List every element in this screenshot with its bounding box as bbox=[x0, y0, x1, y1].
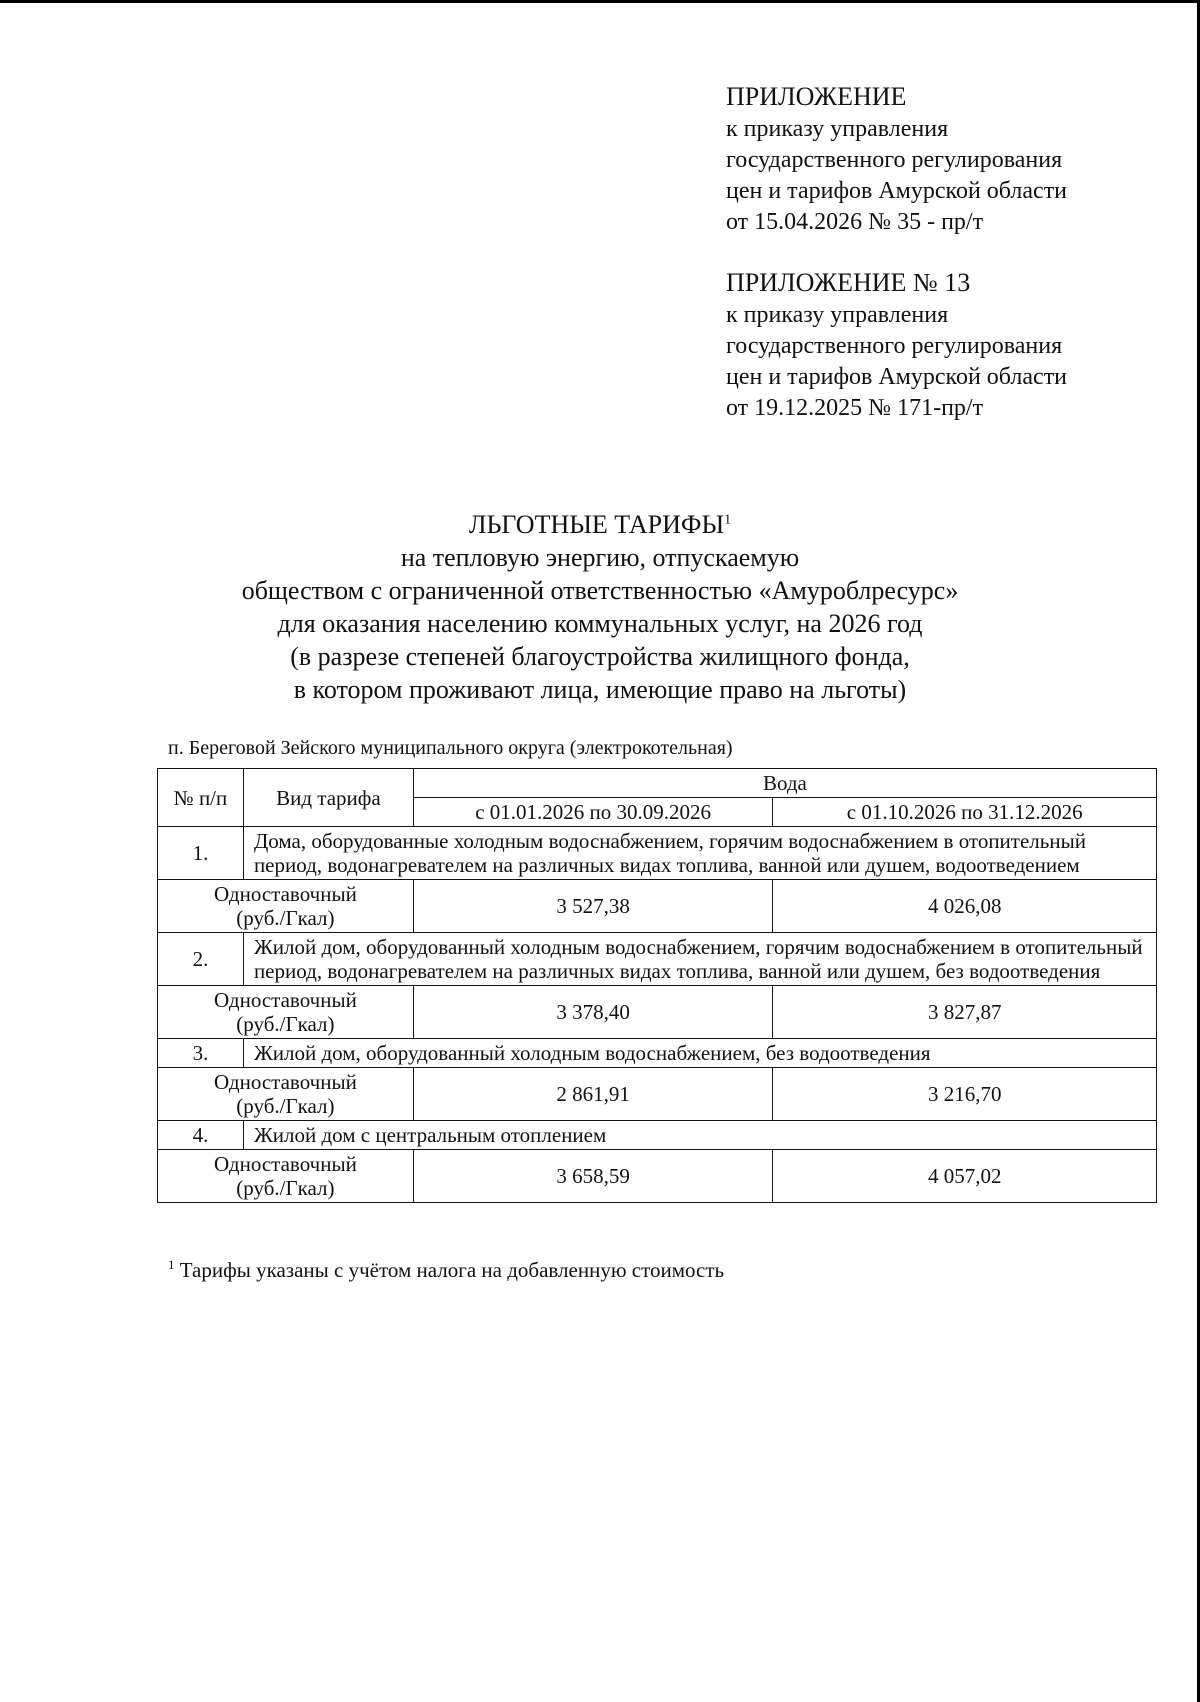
annex-line: государственного регулирования bbox=[726, 333, 1063, 359]
title-line: (в разрезе степеней благоустройства жилищного фонда, bbox=[290, 642, 910, 671]
row-num: 4. bbox=[158, 1121, 244, 1150]
tariff-unit-label: (руб./Гкал) bbox=[236, 906, 335, 930]
annex-line: к приказу управления bbox=[726, 302, 949, 328]
header-num: № п/п bbox=[158, 769, 244, 827]
header-group-water: Вода bbox=[413, 769, 1156, 798]
tariff-type-cell bbox=[158, 1068, 414, 1121]
row-description: Жилой дом, оборудованный холодным водоснабжением, горячим водоснабжением в отопительный период, водонагревателем на различных видах топлива, ванной или душем, без водоотведения bbox=[243, 933, 1156, 986]
table-row-values bbox=[158, 880, 1157, 933]
annex-block-current-order bbox=[726, 80, 1186, 238]
title-line: на тепловую энергию, отпускаемую bbox=[400, 543, 800, 572]
header-period-1: с 01.01.2026 по 30.09.2026 bbox=[413, 798, 773, 827]
value-period-1: 2 861,91 bbox=[413, 1068, 773, 1121]
annex-line: цен и тарифов Амурской области bbox=[726, 364, 1068, 390]
row-num: 3. bbox=[158, 1039, 244, 1068]
tariff-type-cell bbox=[158, 880, 414, 933]
title-main bbox=[150, 508, 1050, 541]
value-period-2: 3 216,70 bbox=[773, 1068, 1157, 1121]
value-period-2: 3 827,87 bbox=[773, 986, 1157, 1039]
table-row-category bbox=[158, 1121, 1157, 1150]
tariff-type-label: Одноставочный bbox=[214, 1070, 357, 1094]
annex-heading: ПРИЛОЖЕНИЕ № 13 bbox=[726, 268, 971, 297]
row-num: 2. bbox=[158, 933, 244, 986]
table-row-category bbox=[158, 933, 1157, 986]
annex-line: от 15.04.2026 № 35 - пр/т bbox=[726, 209, 984, 235]
table-row-values bbox=[158, 1068, 1157, 1121]
header-period-2: с 01.10.2026 по 31.12.2026 bbox=[773, 798, 1157, 827]
document-title bbox=[150, 508, 1050, 706]
annex-heading: ПРИЛОЖЕНИЕ bbox=[726, 82, 907, 111]
footnote-text: Тарифы указаны с учётом налога на добавленную стоимость bbox=[179, 1258, 725, 1282]
title-main-text: ЛЬГОТНЫЕ ТАРИФЫ bbox=[468, 510, 725, 539]
title-line: в котором проживают лица, имеющие право на льготы) bbox=[293, 675, 907, 704]
footnote bbox=[168, 1252, 724, 1283]
table-row-category bbox=[158, 1039, 1157, 1068]
title-line: для оказания населению коммунальных услуг, на 2026 год bbox=[277, 609, 923, 638]
table-row-category bbox=[158, 827, 1157, 880]
table-row-values bbox=[158, 986, 1157, 1039]
table-header-row bbox=[158, 769, 1157, 798]
footnote-mark: 1 bbox=[168, 1257, 175, 1272]
annex-line: государственного регулирования bbox=[726, 147, 1063, 173]
row-num: 1. bbox=[158, 827, 244, 880]
title-footnote-mark: 1 bbox=[724, 512, 732, 528]
header-tariff-type: Вид тарифа bbox=[243, 769, 413, 827]
table-row-values bbox=[158, 1150, 1157, 1203]
tariff-type-label: Одноставочный bbox=[214, 988, 357, 1012]
scan-border-top bbox=[0, 0, 1200, 3]
tariff-unit-label: (руб./Гкал) bbox=[236, 1176, 335, 1200]
row-description: Дома, оборудованные холодным водоснабжением, горячим водоснабжением в отопительный период, водонагревателем на различных видах топлива, ванной или душем, водоотведением bbox=[243, 827, 1156, 880]
tariff-unit-label: (руб./Гкал) bbox=[236, 1012, 335, 1036]
tariff-type-label: Одноставочный bbox=[214, 882, 357, 906]
value-period-1: 3 378,40 bbox=[413, 986, 773, 1039]
annex-block-original-order bbox=[726, 266, 1186, 424]
title-line: обществом с ограниченной ответственностью «Амуроблресурс» bbox=[241, 576, 959, 605]
tariff-type-cell bbox=[158, 986, 414, 1039]
value-period-1: 3 658,59 bbox=[413, 1150, 773, 1203]
value-period-2: 4 026,08 bbox=[773, 880, 1157, 933]
location-caption: п. Береговой Зейского муниципального округа (электрокотельная) bbox=[168, 737, 733, 759]
tariff-unit-label: (руб./Гкал) bbox=[236, 1094, 335, 1118]
value-period-2: 4 057,02 bbox=[773, 1150, 1157, 1203]
row-description: Жилой дом с центральным отоплением bbox=[243, 1121, 1156, 1150]
annex-line: от 19.12.2025 № 171-пр/т bbox=[726, 395, 984, 421]
tariff-table bbox=[157, 768, 1157, 1203]
annex-line: к приказу управления bbox=[726, 116, 949, 142]
annex-line: цен и тарифов Амурской области bbox=[726, 178, 1068, 204]
tariff-type-cell bbox=[158, 1150, 414, 1203]
row-description: Жилой дом, оборудованный холодным водоснабжением, без водоотведения bbox=[243, 1039, 1156, 1068]
tariff-type-label: Одноставочный bbox=[214, 1152, 357, 1176]
value-period-1: 3 527,38 bbox=[413, 880, 773, 933]
